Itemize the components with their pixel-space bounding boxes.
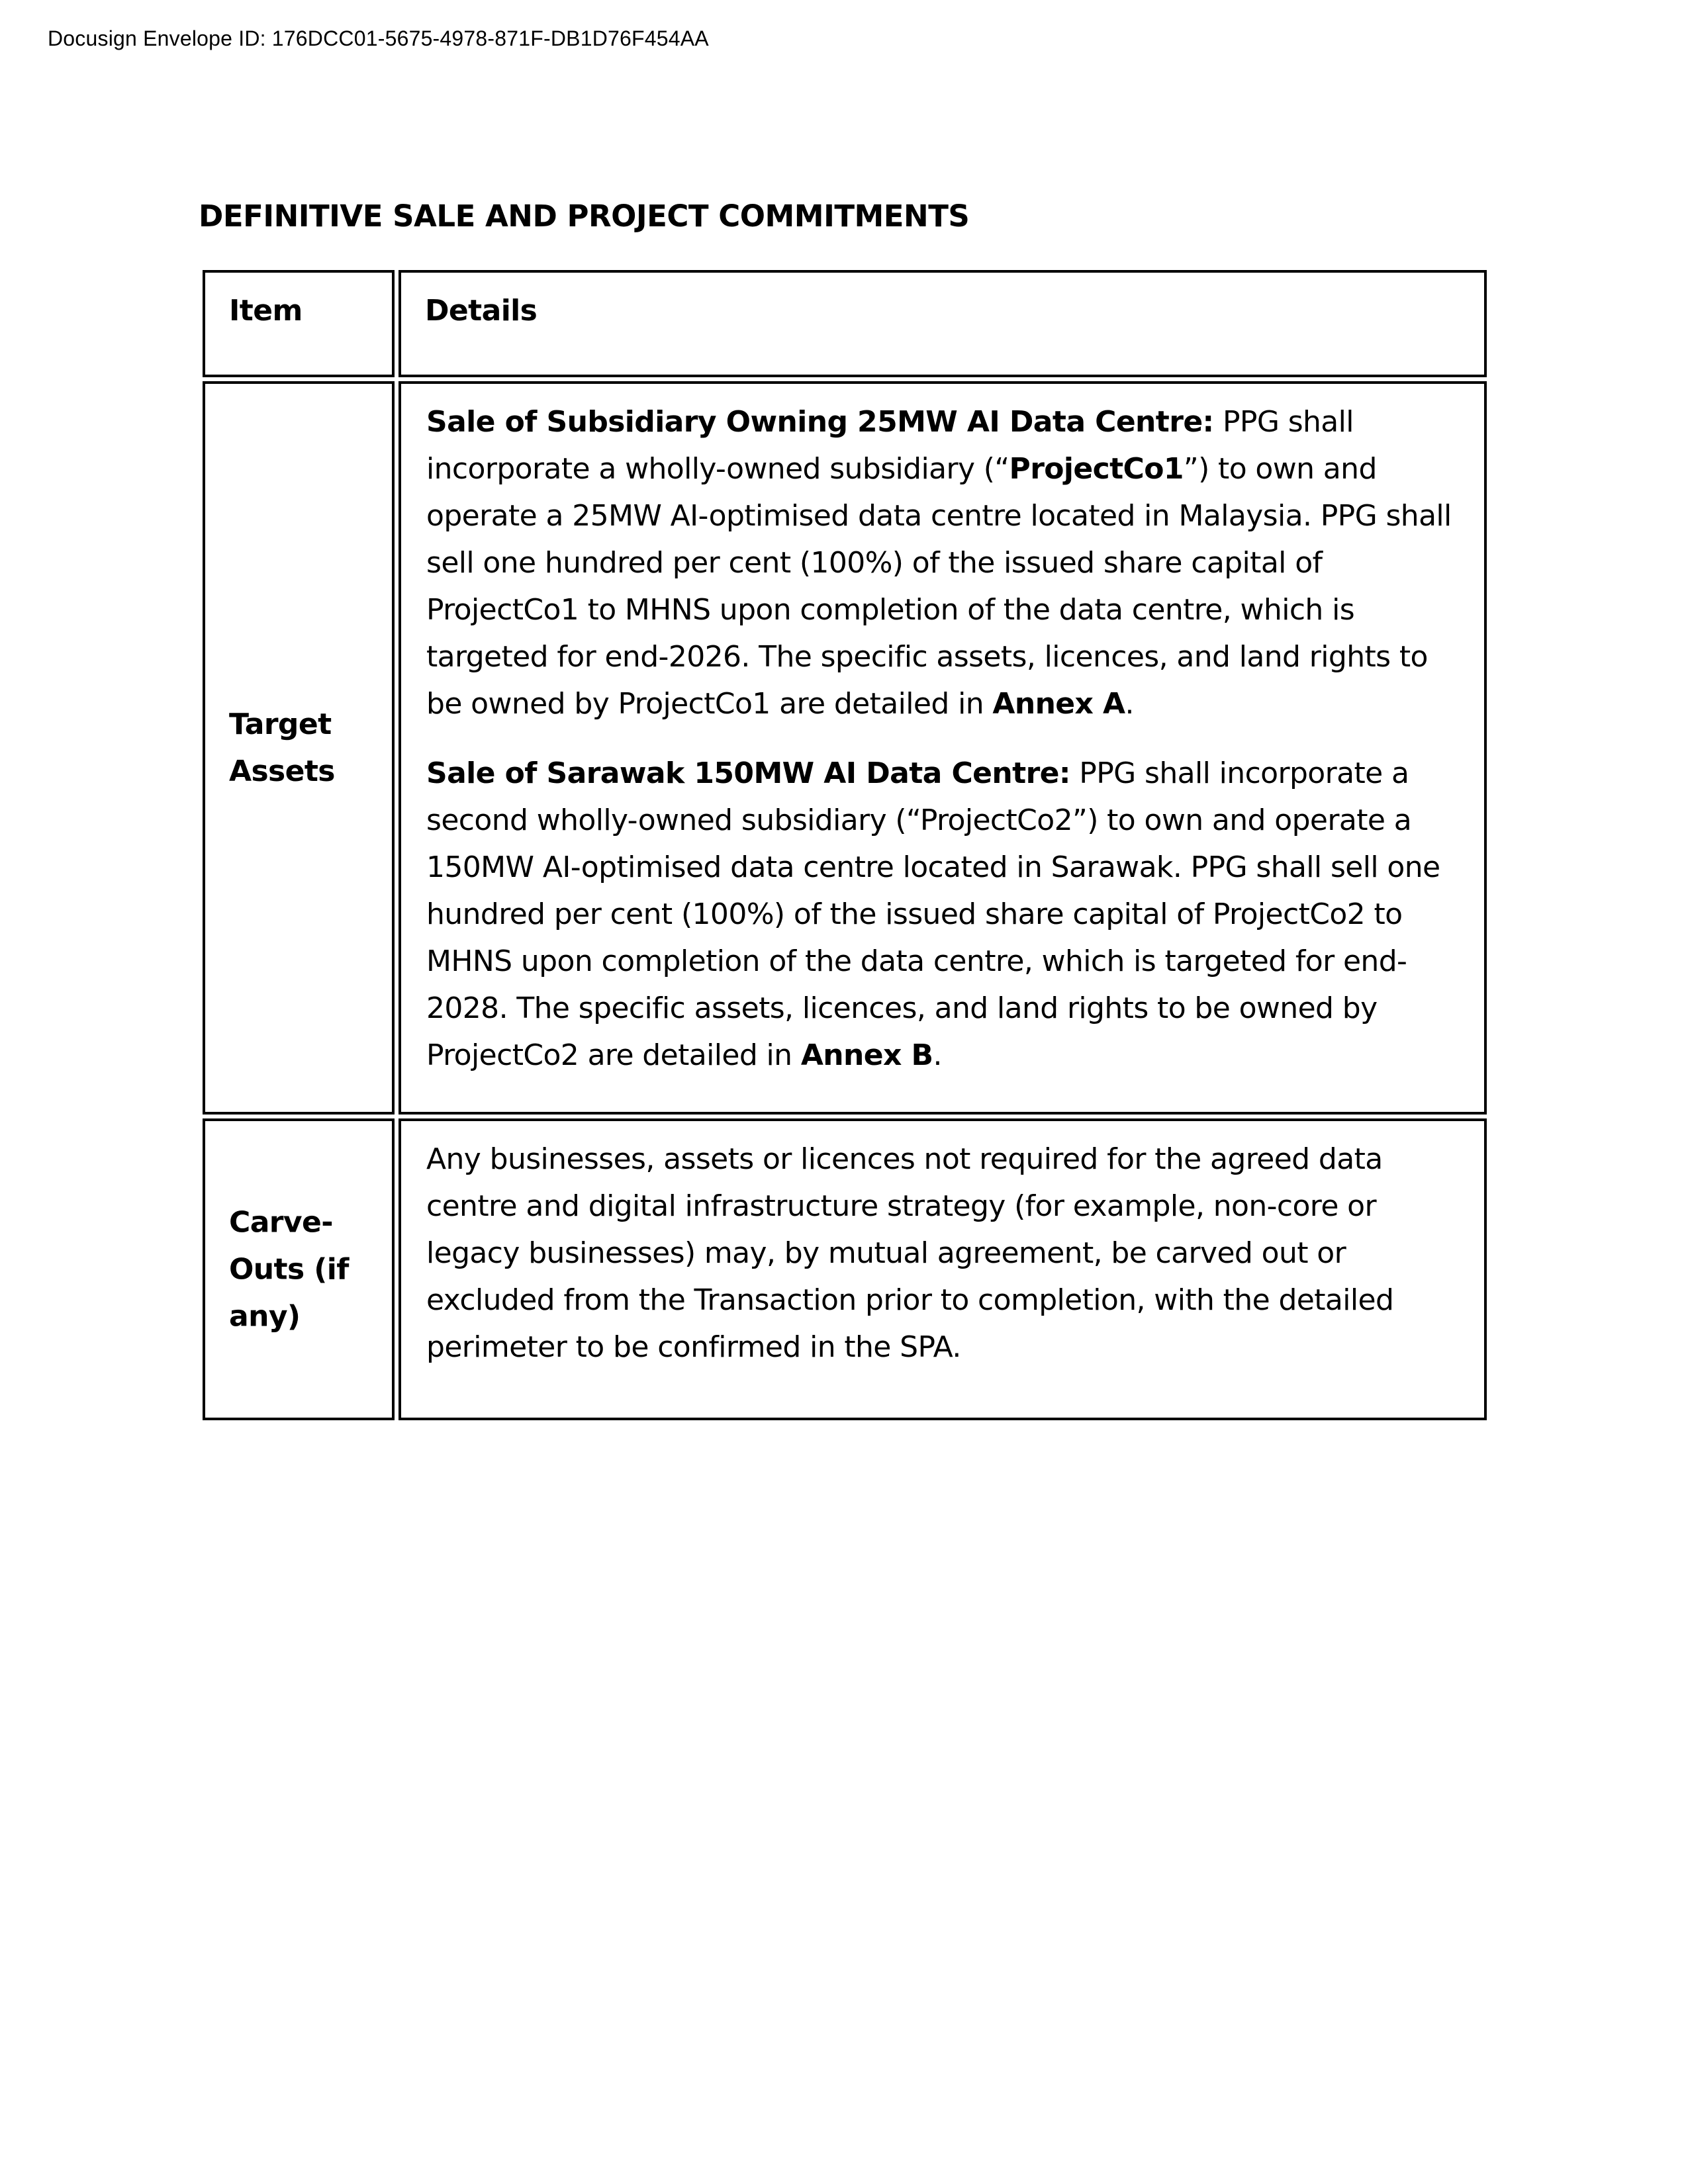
text-run: PPG shall incorporate a second wholly-owned subsidiary (“ProjectCo2”) to own and operate a 150MW AI-optimised data centre located in Sarawak. PPG shall sell one hundred per cent (100%) of the issued share capital of ProjectCo2 to MHNS upon completion of the data centre, which is targeted for end-2028. The specific assets, licences, and land rights to be owned by ProjectCo2 are detailed in: [426, 756, 1440, 1072]
annex-reference: Annex A: [992, 687, 1125, 721]
row-label-cell: [203, 1118, 395, 1420]
row-label-cell: [203, 381, 395, 1115]
row-detail-cell: [399, 1118, 1487, 1420]
envelope-id: Docusign Envelope ID: 176DCC01-5675-4978-871F-DB1D76F454AA: [48, 26, 709, 50]
column-header-details: Details: [425, 294, 538, 328]
row-label-target-assets: Target Assets: [229, 707, 335, 788]
defined-term: ProjectCo1: [1009, 452, 1184, 486]
target-assets-details: [426, 398, 1468, 1079]
page-title: DEFINITIVE SALE AND PROJECT COMMITMENTS: [199, 199, 970, 234]
paragraph-projectco1: [426, 398, 1468, 727]
carve-outs-details: [426, 1136, 1468, 1371]
paragraph-carve-outs: Any businesses, assets or licences not required for the agreed data centre and digital infrastructure strategy (for example, non-core or legacy businesses) may, by mutual agreement, be carved out or excluded from the Transaction prior to completion, with the detailed perimeter to be confirmed in the SPA.: [426, 1142, 1394, 1364]
column-header-item: Item: [229, 294, 303, 328]
text-run: .: [1125, 687, 1134, 721]
paragraph-projectco2: [426, 750, 1468, 1079]
header-cell-item: [203, 270, 395, 377]
paragraph-heading: Sale of Subsidiary Owning 25MW AI Data Centre:: [426, 405, 1214, 439]
text-run: .: [933, 1038, 942, 1072]
row-label-carve-outs: Carve-Outs (if any): [229, 1205, 349, 1334]
row-detail-cell: [399, 381, 1487, 1115]
paragraph-heading: Sale of Sarawak 150MW AI Data Centre:: [426, 756, 1070, 790]
text-run: ”) to own and operate a 25MW AI-optimised data centre located in Malaysia. PPG shall sell one hundred per cent (100%) of the issued share capital of ProjectCo1 to MHNS upon completion of the data centre, which is targeted for end-2026. The specific assets, licences, and land rights to be owned by ProjectCo1 are detailed in: [426, 452, 1452, 721]
annex-reference: Annex B: [800, 1038, 933, 1072]
header-cell-details: [399, 270, 1487, 377]
commitments-table: [203, 270, 1487, 1420]
text-run: PPG shall incorporate a wholly-owned subsidiary (“: [426, 405, 1354, 486]
